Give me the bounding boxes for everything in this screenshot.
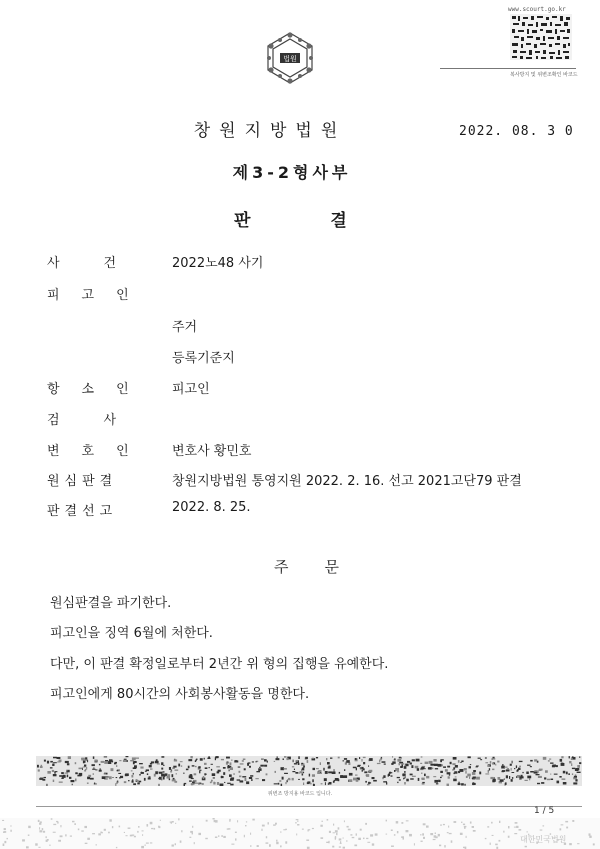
division-name-text: 제3-2형사부 [232, 163, 352, 182]
label-original-judgment: 원심판결 [47, 474, 118, 489]
value-case: 2022노48 사기 [172, 256, 264, 271]
order-line: 원심판결을 파기한다. [50, 596, 172, 611]
value-registration: 등록기준지 [172, 351, 235, 366]
date-stamp: 2022. 08. 3 0 [459, 124, 574, 139]
label-case: 사건 [47, 256, 161, 271]
label-defendant: 피고인 [47, 288, 151, 303]
value-counsel: 변호사 황민호 [172, 444, 252, 459]
footer-barcode-icon [36, 756, 582, 786]
label-appellant: 항소인 [47, 382, 151, 397]
order-title: 주문 [274, 558, 375, 576]
seal-text: 법원 [283, 55, 297, 63]
value-original-judgment: 창원지방법원 통영지원 2022. 2. 16. 선고 2021고단79 판결 [172, 474, 522, 489]
barcode-label: 복사방지 및 위변조확인 바코드 [510, 72, 578, 78]
division-name [0, 160, 600, 183]
label-judgment-date: 판결선고 [47, 504, 118, 519]
document-type: 판결 [234, 211, 427, 231]
order-line: 다만, 이 판결 확정일로부터 2년간 위 형의 집행을 유예한다. [50, 657, 389, 672]
page-number: 1 / 5 [534, 806, 555, 816]
footer-note: 위변조 방지용 바코드 입니다. [267, 791, 333, 797]
order-line: 피고인을 징역 6월에 처한다. [50, 626, 213, 641]
scan-noise-strip [0, 818, 600, 849]
barcode-divider [440, 68, 576, 69]
page-divider [36, 806, 582, 807]
site-url: www.scourt.go.kr [508, 6, 566, 13]
court-seal-icon [262, 30, 318, 86]
value-judgment-date: 2022. 8. 25. [172, 500, 251, 515]
2d-barcode-icon [510, 14, 572, 60]
value-address: 주거 [172, 320, 198, 335]
court-name-text: 창원지방법원 [193, 121, 347, 141]
watermark-mark: 대한민국법원 [520, 835, 567, 844]
label-prosecutor: 검사 [47, 413, 161, 428]
order-line: 피고인에게 80시간의 사회봉사활동을 명한다. [50, 687, 310, 702]
value-appellant: 피고인 [172, 382, 210, 397]
label-counsel: 변호인 [47, 444, 151, 459]
